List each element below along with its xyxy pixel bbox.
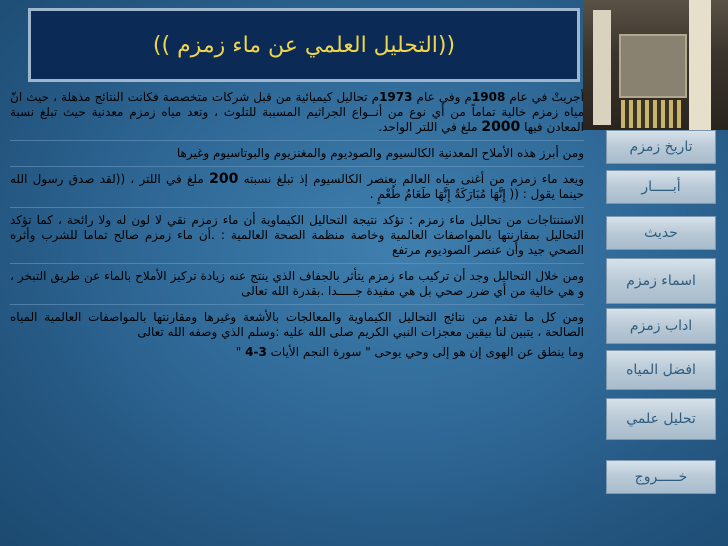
article-body [0,84,596,546]
title-bar [28,8,580,82]
paragraph-analysis: أجريتْ في عام 1908م وفي عام 1973م تحاليل كيميائية من قبل شركات متخصصة فكانت النتائج مذهلة ، حيث انّ مياه زمزم خالية تماماً من أي نوع من أنــواع الجراثيم المسببة للتلوث ، وتعد مياه زمزم معدنية حيث تبلغ نسبة المعادن فيها 2000 ملغ في اللتر الواحد. [10,90,584,135]
golden-grille [621,100,681,128]
page-title: ((التحليل العلمي عن ماء زمزم )) [152,32,456,58]
nav-scientific-analysis[interactable]: تحليل علمي [606,398,716,440]
nav-hadith[interactable]: حديث [606,216,716,250]
paragraph-calcium: ويعد ماء زمزم من أغنى مياه العالم بعنصر الكالسيوم إذ تبلغ نسبته 200 ملغ في اللتر ، ((لقد صدق رسول الله حينما يقول : (( إِنَّهَا مُبَارَكَةٌ إِنَّهَا طَعَامُ طُعْمٍ . [10,171,584,201]
pillar-right [689,0,711,130]
side-navigation [606,130,728,546]
divider [10,263,584,264]
divider [10,166,584,167]
paragraph-summary: ومن كل ما تقدم من نتائج التحاليل الكيماوية والمعالجات بالأشعة وغيرها ومقارنتها بالمواصفات العالمية المياه الصالحة ، يتبين لنا بيقين معجزات النبي الكريم صلى الله عليه :وسلم الذي وصفه الله تعالى [10,310,584,339]
paragraph-drought: ومن خلال التحاليل وجد أن تركيب ماء زمزم يتأثر بالجفاف الذي ينتج عنه زيادة تركيز الأملاح بالماء عن طريق التبخر ، و هي خالية من أي ضرر صحي بل هي مفيدة جـــــدا .بقدرة الله تعالى [10,269,584,298]
paragraph-minerals: ومن أبرز هذه الأملاح المعدنية الكالسيوم والصوديوم والمغنزيوم والبوتاسيوم وغيرها [176,146,584,160]
divider [10,304,584,305]
divider [10,140,584,141]
nav-etiquette[interactable]: اداب زمزم [606,308,716,344]
mineral-2000: 2000 [481,119,521,135]
paragraph-quran-verse: وما ينطق عن الهوى إن هو إلى وحي يوحى " سورة النجم الأيات 3-4 " [235,345,584,359]
well-machine [619,34,687,98]
year-1973: 1973 [379,90,413,104]
nav-names[interactable]: اسماء زمزم [606,258,716,304]
paragraph-conclusions: الاستنتاجات من تحاليل ماء زمزم : تؤكد نتيجة التحاليل الكيماوية أن ماء زمزم نقي لا لون له ولا رائحة ، كما تؤكد التحاليل بمقارنتها بالمواصفات العالمية وخاصة منظمة الصحة العالمية : .أن ماء زمزم صالح تماما للشرب وأثره الصحي جيد وأن عنصر الصوديوم مرتفع [10,213,584,257]
divider [10,207,584,208]
year-1908: 1908 [471,90,506,104]
zamzam-photo [583,0,728,130]
calcium-200: 200 [209,171,239,187]
nav-exit[interactable]: خـــــروج [606,460,716,494]
nav-history[interactable]: تاريخ زمزم [606,130,716,164]
verse-number: 3-4 [245,345,267,359]
nav-best-water[interactable]: افضل المياه [606,350,716,390]
nav-wells[interactable]: أبـــــار [606,170,716,204]
